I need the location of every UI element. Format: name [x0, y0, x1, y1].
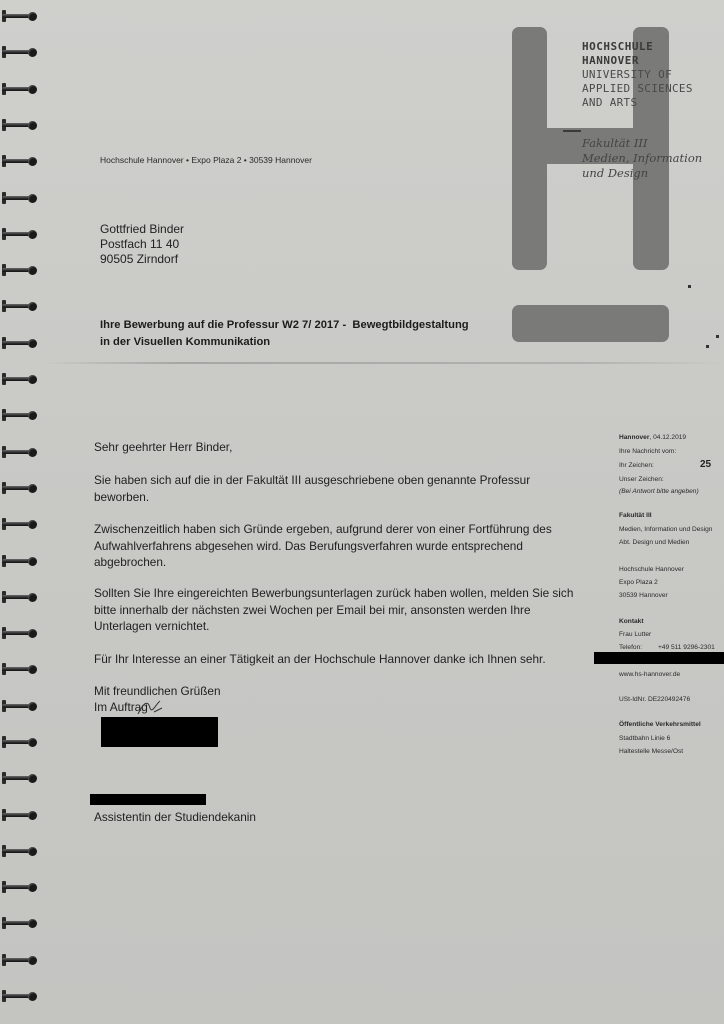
letter-paragraph-4: Für Ihr Interesse an einer Tätigkeit an der Hochschule Hannover danke ich Ihnen sehr.	[94, 652, 546, 666]
handwritten-number: 25	[700, 459, 712, 470]
faculty-head-text: Fakultät III	[619, 512, 652, 519]
spiral-coil	[2, 593, 36, 602]
spiral-coil	[2, 665, 36, 674]
logo-dash	[563, 130, 581, 132]
paper-fold	[40, 362, 724, 364]
contact-head-text: Kontakt	[619, 618, 644, 625]
logo-line-3: UNIVERSITY OF	[582, 68, 672, 81]
phone-label: Telefon:	[619, 644, 643, 651]
logo-foot-bar	[512, 305, 669, 342]
letter-subject	[100, 317, 469, 351]
sidebar-faculty-head	[619, 511, 652, 520]
spiral-coil	[2, 738, 36, 747]
spiral-coil	[2, 411, 36, 420]
sidebar-transport-1: Stadtbahn Linie 6	[619, 735, 671, 742]
spiral-coil	[2, 774, 36, 783]
redacted-name	[90, 794, 206, 805]
closing-on-behalf: Im Auftrag	[94, 699, 148, 714]
subject-line-1: Ihre Bewerbung auf die Professur W2 7/ 2017 - Bewegtbildgestaltung	[100, 319, 469, 331]
letter-greeting: Sehr geehrter Herr Binder,	[94, 440, 233, 454]
logo-line-2: HANNOVER	[582, 54, 639, 67]
spiral-coil	[2, 847, 36, 856]
recipient-address	[100, 222, 184, 267]
recipient-name: Gottfried Binder	[100, 222, 185, 236]
spiral-coil	[2, 339, 36, 348]
sidebar-website: www.hs-hannover.de	[619, 671, 681, 678]
spiral-coil	[2, 919, 36, 928]
sidebar-your-message: Ihre Nachricht vom:	[619, 448, 677, 455]
logo-wordmark	[582, 40, 693, 110]
spiral-coil	[2, 629, 36, 638]
spiral-coil	[2, 956, 36, 965]
sidebar-date	[619, 433, 686, 442]
sidebar-date-value: , 04.12.2019	[649, 434, 687, 441]
spiral-coil	[2, 194, 36, 203]
logo-faculty	[582, 136, 702, 181]
spiral-coil	[2, 484, 36, 493]
sidebar-transport-head	[619, 720, 701, 729]
spiral-coil	[2, 266, 36, 275]
sidebar-contact-name: Frau Lutter	[619, 631, 652, 638]
sidebar-vat-id: USt-IdNr. DE220492476	[619, 696, 691, 703]
spiral-coil	[2, 230, 36, 239]
paper-speck	[716, 335, 719, 338]
spiral-coil	[2, 121, 36, 130]
spiral-coil	[2, 12, 36, 21]
closing-regards: Mit freundlichen Grüßen	[94, 684, 221, 698]
redacted-signature	[101, 717, 218, 747]
sidebar-address-3: 30539 Hannover	[619, 592, 668, 599]
redacted-contact	[594, 652, 724, 664]
spiral-coil	[2, 302, 36, 311]
spiral-coil	[2, 448, 36, 457]
logo-line-1: HOCHSCHULE	[582, 40, 654, 53]
logo-faculty-1: Fakultät III	[582, 136, 648, 150]
sidebar-address-2: Expo Plaza 2	[619, 579, 658, 586]
sidebar-department: Abt. Design und Medien	[619, 539, 690, 546]
sidebar-place: Hannover	[619, 434, 650, 441]
sidebar-transport-2: Haltestelle Messe/Ost	[619, 748, 684, 755]
signature-scribble	[136, 698, 166, 718]
sidebar-reply-note	[619, 487, 699, 496]
spiral-coil	[2, 85, 36, 94]
letter-paragraph-1: Sie haben sich auf die in der Fakultät III ausgeschriebene oben genannte Professur beworben.	[94, 473, 531, 504]
sidebar-contact-head	[619, 617, 644, 626]
signer-role: Assistentin der Studiendekanin	[94, 810, 256, 824]
letter-paragraph-2: Zwischenzeitlich haben sich Gründe ergeben, aufgrund derer von einer Fortführung des Aufwahlverfahrens abgesehen wird. Das Berufungsverfahren wurde entsprechend abgebrochen.	[94, 522, 552, 569]
recipient-city: 90505 Zirndorf	[100, 252, 179, 266]
logo-line-5: AND ARTS	[582, 96, 638, 109]
spiral-coil	[2, 520, 36, 529]
sidebar-phone	[619, 643, 715, 652]
logo-faculty-2: Medien, Information	[582, 151, 703, 165]
letter-paragraph-3: Sollten Sie Ihre eingereichten Bewerbungsunterlagen zurück haben wollen, melden Sie sich bitte innerhalb der nächsten zwei Wochen per Email bei mir, ansonsten werden Ihre Unterlagen vernichtet.	[94, 586, 574, 633]
spiral-coil	[2, 48, 36, 57]
spiral-coil	[2, 811, 36, 820]
reply-note-text: (Bei Antwort bitte angeben)	[619, 488, 699, 495]
sender-return-address: Hochschule Hannover • Expo Plaza 2 • 30539 Hannover	[100, 155, 312, 165]
sidebar-faculty-name: Medien, Information und Design	[619, 526, 713, 533]
sidebar-our-reference: Unser Zeichen:	[619, 476, 664, 483]
phone-number: +49 511 9296-2301	[657, 644, 715, 651]
logo-line-4: APPLIED SCIENCES	[582, 82, 693, 95]
sidebar-your-reference: Ihr Zeichen:	[619, 462, 654, 469]
paper-speck	[688, 285, 691, 288]
logo-faculty-3: und Design	[582, 166, 649, 180]
spiral-coil	[2, 375, 36, 384]
spiral-binding	[0, 0, 40, 1024]
recipient-street: Postfach 11 40	[100, 237, 180, 251]
sidebar-address-1: Hochschule Hannover	[619, 566, 684, 573]
transport-head-text: Öffentliche Verkehrsmittel	[619, 721, 701, 728]
spiral-coil	[2, 702, 36, 711]
subject-line-2: in der Visuellen Kommunikation	[100, 336, 271, 348]
spiral-coil	[2, 883, 36, 892]
paper-speck	[706, 345, 709, 348]
spiral-coil	[2, 157, 36, 166]
spiral-coil	[2, 992, 36, 1001]
spiral-coil	[2, 557, 36, 566]
